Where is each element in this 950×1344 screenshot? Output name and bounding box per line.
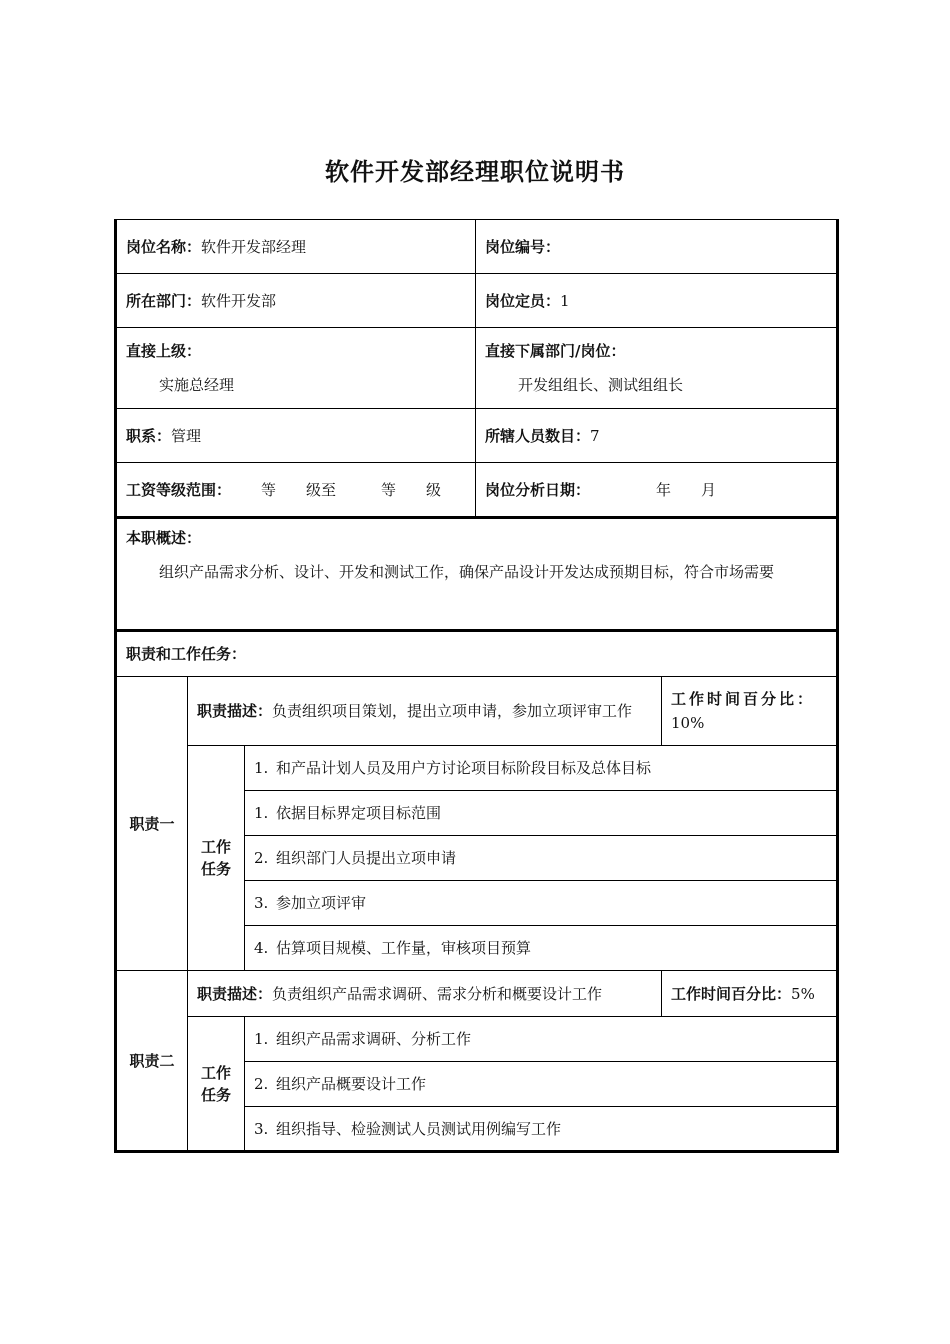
superior-label: 直接上级： (126, 342, 202, 360)
row-salary (116, 463, 838, 518)
task-text: 和产品计划人员及用户方讨论项目标阶段目标及总体目标 (276, 759, 652, 777)
headcount-value: 1 (560, 291, 570, 310)
duty-2-time-label: 工作时间百分比： (671, 984, 792, 1003)
row-superior (116, 328, 838, 409)
duty-2-task-1 (245, 1017, 838, 1062)
task-number: 2. (254, 849, 269, 867)
staff-count-label: 所辖人员数目： (485, 426, 591, 445)
cell-department (116, 274, 476, 328)
duty-2-desc-label: 职责描述： (197, 984, 273, 1003)
duty-1-task-1 (245, 746, 838, 791)
cell-superior (116, 328, 476, 409)
duty-1-task-3 (245, 836, 838, 881)
duty-2-desc (188, 971, 662, 1017)
cell-subordinate (476, 328, 838, 409)
duty-1-task-5 (245, 926, 838, 971)
duties-header: 职责和工作任务： (126, 645, 247, 663)
task-label-line: 任务 (200, 860, 231, 878)
duty-2-name: 职责二 (116, 971, 188, 1152)
duty-2-task-2 (245, 1062, 838, 1107)
row-overview (116, 518, 838, 631)
staff-count-value: 7 (590, 426, 600, 445)
position-name-label: 岗位名称： (126, 237, 202, 256)
duty-2-time (662, 971, 838, 1017)
document-title: 软件开发部经理职位说明书 (325, 158, 625, 186)
task-label-line: 工作 (200, 1063, 231, 1082)
headcount-label: 岗位定员： (485, 291, 561, 310)
duty-2-task-3 (245, 1107, 838, 1152)
duty-2-desc-row (116, 971, 838, 1017)
salary-value: 等 级至 等 级 (261, 480, 442, 499)
cell-series (116, 409, 476, 463)
duty-1-name: 职责一 (116, 677, 188, 971)
row-duties-header (116, 631, 838, 677)
task-number: 3. (254, 894, 269, 912)
duty-1-desc-label: 职责描述： (197, 702, 273, 720)
task-text: 组织产品需求调研、分析工作 (276, 1030, 472, 1048)
overview-text: 组织产品需求分析、设计、开发和测试工作，确保产品设计开发达成预期目标，符合市场需要 (159, 563, 775, 581)
task-number: 1. (254, 1030, 269, 1048)
cell-overview (116, 518, 838, 631)
department-value: 软件开发部 (201, 291, 277, 310)
task-text: 参加立项评审 (276, 894, 367, 912)
analysis-date-label: 岗位分析日期： (485, 480, 591, 499)
task-text: 组织产品概要设计工作 (276, 1075, 427, 1093)
duty-2-desc-text: 负责组织产品需求调研、需求分析和概要设计工作 (272, 984, 603, 1003)
row-series (116, 409, 838, 463)
task-number: 1. (254, 804, 269, 822)
analysis-date-value: 年 月 (656, 480, 717, 499)
duty-1-task-2 (245, 791, 838, 836)
duty-1-desc (188, 677, 662, 746)
department-label: 所在部门： (126, 291, 202, 310)
duty-1-desc-row (116, 677, 838, 746)
subordinate-value: 开发组组长、测试组组长 (518, 376, 684, 394)
series-value: 管理 (171, 426, 202, 445)
task-number: 2. (254, 1075, 269, 1093)
row-position-name (116, 220, 838, 274)
duty-1-time (662, 677, 838, 746)
series-label: 职系： (126, 426, 172, 445)
salary-label: 工资等级范围： (126, 480, 232, 499)
job-description-table (114, 219, 839, 1153)
position-name-value: 软件开发部经理 (201, 237, 307, 256)
cell-position-no (476, 220, 838, 274)
task-number: 3. (254, 1119, 269, 1138)
cell-salary (116, 463, 476, 518)
row-department (116, 274, 838, 328)
task-number: 4. (254, 939, 269, 957)
duty-1-task-label (188, 746, 245, 971)
cell-position-name (116, 220, 476, 274)
cell-duties-header (116, 631, 838, 677)
overview-label: 本职概述： (126, 529, 202, 547)
duty-1-task-4 (245, 881, 838, 926)
position-no-label: 岗位编号： (485, 237, 561, 256)
cell-staff-count (476, 409, 838, 463)
task-text: 组织部门人员提出立项申请 (276, 849, 457, 867)
subordinate-label: 直接下属部门/岗位： (485, 342, 626, 360)
duty-2-task-label (188, 1017, 245, 1152)
task-text: 组织指导、检验测试人员测试用例编写工作 (276, 1119, 562, 1138)
duty-2-task-row (116, 1017, 838, 1062)
superior-value: 实施总经理 (159, 376, 235, 394)
task-label-line: 任务 (200, 1085, 231, 1104)
cell-headcount (476, 274, 838, 328)
task-text: 依据目标界定项目标范围 (276, 804, 442, 822)
task-text: 估算项目规模、工作量，审核项目预算 (276, 939, 532, 957)
cell-analysis-date (476, 463, 838, 518)
duty-1-time-value: 10% (671, 714, 705, 732)
task-number: 1. (254, 759, 269, 777)
duty-1-task-row (116, 746, 838, 791)
duty-2-time-value: 5% (791, 984, 815, 1003)
duty-1-time-label: 工作时间百分比： (671, 690, 816, 708)
duty-1-desc-text: 负责组织项目策划，提出立项申请，参加立项评审工作 (272, 702, 633, 720)
task-label-line: 工作 (200, 838, 231, 856)
